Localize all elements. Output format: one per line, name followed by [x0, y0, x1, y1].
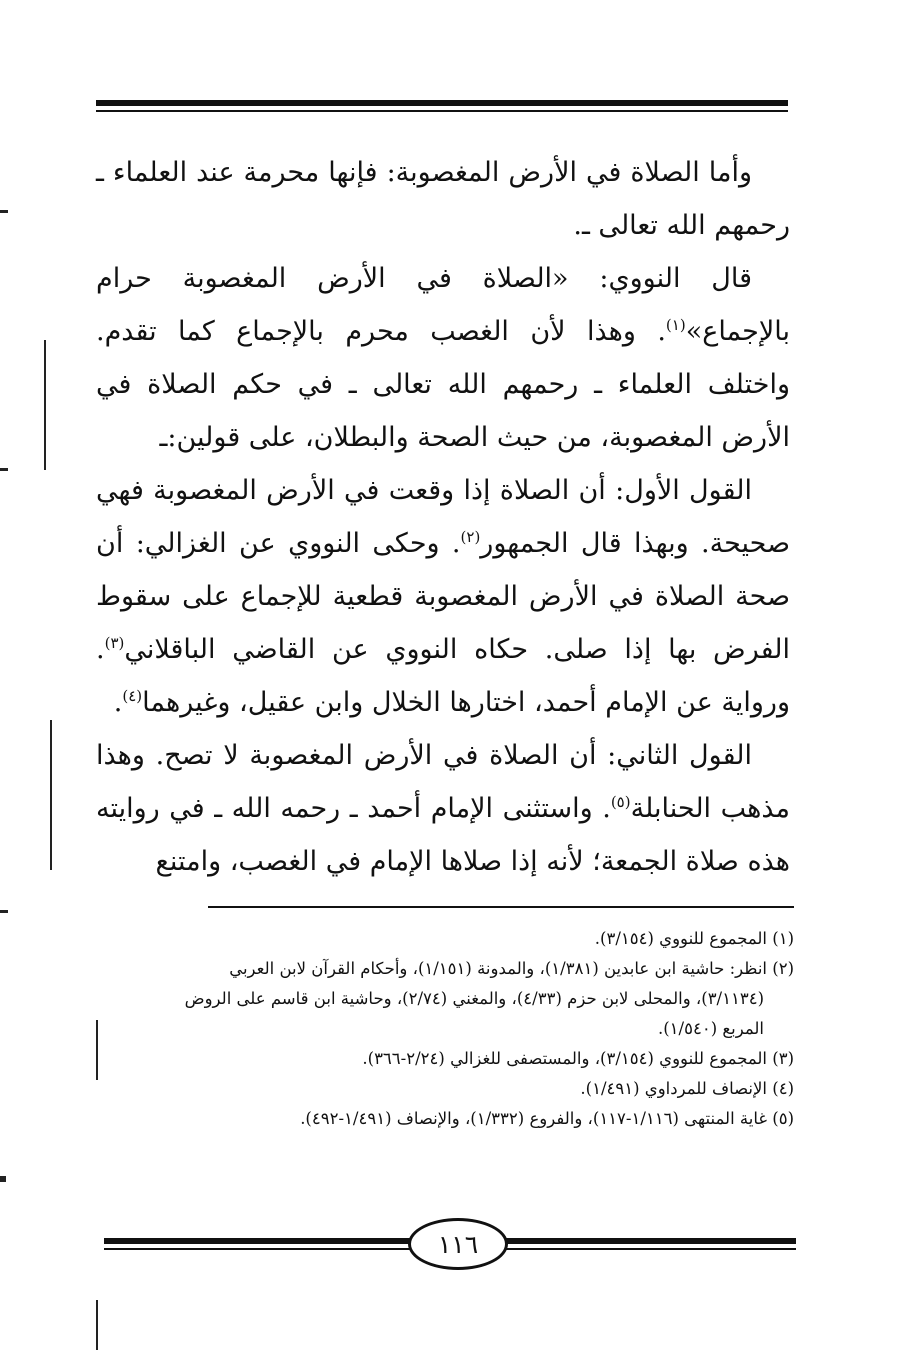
- footer-rule-left-thin: [104, 1248, 414, 1250]
- paragraph-3-tail3: .: [113, 687, 123, 718]
- paragraph-1: [96, 146, 790, 252]
- scan-mark: [0, 910, 8, 913]
- footnote-1: [96, 924, 794, 954]
- footnote-separator: [208, 906, 794, 908]
- scan-mark: [96, 1300, 98, 1350]
- paragraph-3-tail2: . ورواية عن الإمام أحمد، اختارها الخلال وابن عقيل، وغيرهما: [96, 634, 790, 718]
- scan-mark: [44, 340, 46, 470]
- footer-rule-right: [506, 1238, 796, 1244]
- footnote-4-text: الإنصاف للمرداوي (١/٤٩١).: [580, 1079, 767, 1098]
- paragraph-3: [96, 464, 790, 729]
- footnote-2: [96, 954, 794, 984]
- footnote-5: [96, 1104, 794, 1134]
- page-number-frame: [408, 1218, 508, 1270]
- footnote-4: [96, 1074, 794, 1104]
- footnote-1-text: المجموع للنووي (٣/١٥٤).: [594, 929, 767, 948]
- scan-mark: [0, 468, 8, 471]
- footnote-ref-5: (٥): [610, 793, 631, 811]
- paragraph-2-tail: . وهذا لأن الغصب محرم بالإجماع كما تقدم. واختلف العلماء ـ رحمهم الله تعالى ـ في حكم الصلاة في الأرض المغصوبة، من حيث الصحة والبطلان، على قولين:ـ: [96, 316, 790, 453]
- footnote-2-continuation-2: المربع (١/٥٤٠).: [657, 1019, 764, 1038]
- header-rule-thin: [96, 110, 788, 112]
- main-text: [96, 146, 790, 888]
- footnote-3-text: المجموع للنووي (٣/١٥٤)، والمستصفى للغزالي (٢/٢٤-٣٦٦).: [362, 1049, 767, 1068]
- footnotes: [96, 924, 794, 1134]
- footnote-4-number: (٤): [772, 1079, 794, 1098]
- footnote-3: [96, 1044, 794, 1074]
- footnote-2-continuation-1: (٣/١١٣٤)، والمحلى لابن حزم (٤/٣٣)، والمغني (٢/٧٤)، وحاشية ابن قاسم على الروض: [184, 989, 764, 1008]
- paragraph-4-tail: . واستثنى الإمام أحمد ـ رحمه الله ـ في روايته هذه صلاة الجمعة؛ لأنه إذا صلاها الإمام في الغصب، وامتنع: [96, 793, 790, 877]
- paragraph-3-tail: . وحكى النووي عن الغزالي: أن صحة الصلاة في الأرض المغصوبة قطعية للإجماع على سقوط الفرض بها إذا صلى. حكاه النووي عن القاضي الباقلاني: [96, 528, 790, 665]
- footnote-1-number: (١): [772, 929, 794, 948]
- footnote-5-text: غاية المنتهى (١/١١٦-١١٧)، والفروع (١/٣٣٢)، والإنصاف (١/٤٩١-٤٩٢).: [300, 1109, 767, 1128]
- paragraph-1-text: وأما الصلاة في الأرض المغصوبة: فإنها محرمة عند العلماء ـ رحمهم الله تعالى ـ.: [96, 157, 790, 241]
- footnote-ref-1: (١): [665, 316, 686, 334]
- scan-mark: [96, 1020, 98, 1080]
- paragraph-4: [96, 729, 790, 888]
- paragraph-2-text: قال النووي: «الصلاة في الأرض المغصوبة حرام بالإجماع»: [96, 263, 790, 347]
- header-rule-thick: [96, 100, 788, 106]
- footnote-ref-3: (٣): [104, 634, 125, 652]
- footnote-5-number: (٥): [772, 1109, 794, 1128]
- footnote-2-number: (٢): [772, 959, 794, 978]
- scan-mark: [0, 210, 8, 213]
- footnote-ref-2: (٢): [460, 528, 481, 546]
- footnote-2-text: انظر: حاشية ابن عابدين (١/٣٨١)، والمدونة (١/١٥١)، وأحكام القرآن لابن العربي: [229, 959, 767, 978]
- scan-mark: [0, 1176, 6, 1182]
- scan-mark: [50, 720, 52, 870]
- footer-rule-right-thin: [506, 1248, 796, 1250]
- paragraph-3-text: القول الأول: أن الصلاة إذا وقعت في الأرض المغصوبة فهي صحيحة. وبهذا قال الجمهور: [96, 475, 790, 559]
- footer-rule-left: [104, 1238, 414, 1244]
- footnote-3-number: (٣): [772, 1049, 794, 1068]
- footnote-ref-4: (٤): [122, 687, 143, 705]
- paragraph-4-text: القول الثاني: أن الصلاة في الأرض المغصوبة لا تصح. وهذا مذهب الحنابلة: [96, 740, 790, 824]
- paragraph-2: [96, 252, 790, 464]
- page-number: ١١٦: [437, 1229, 479, 1259]
